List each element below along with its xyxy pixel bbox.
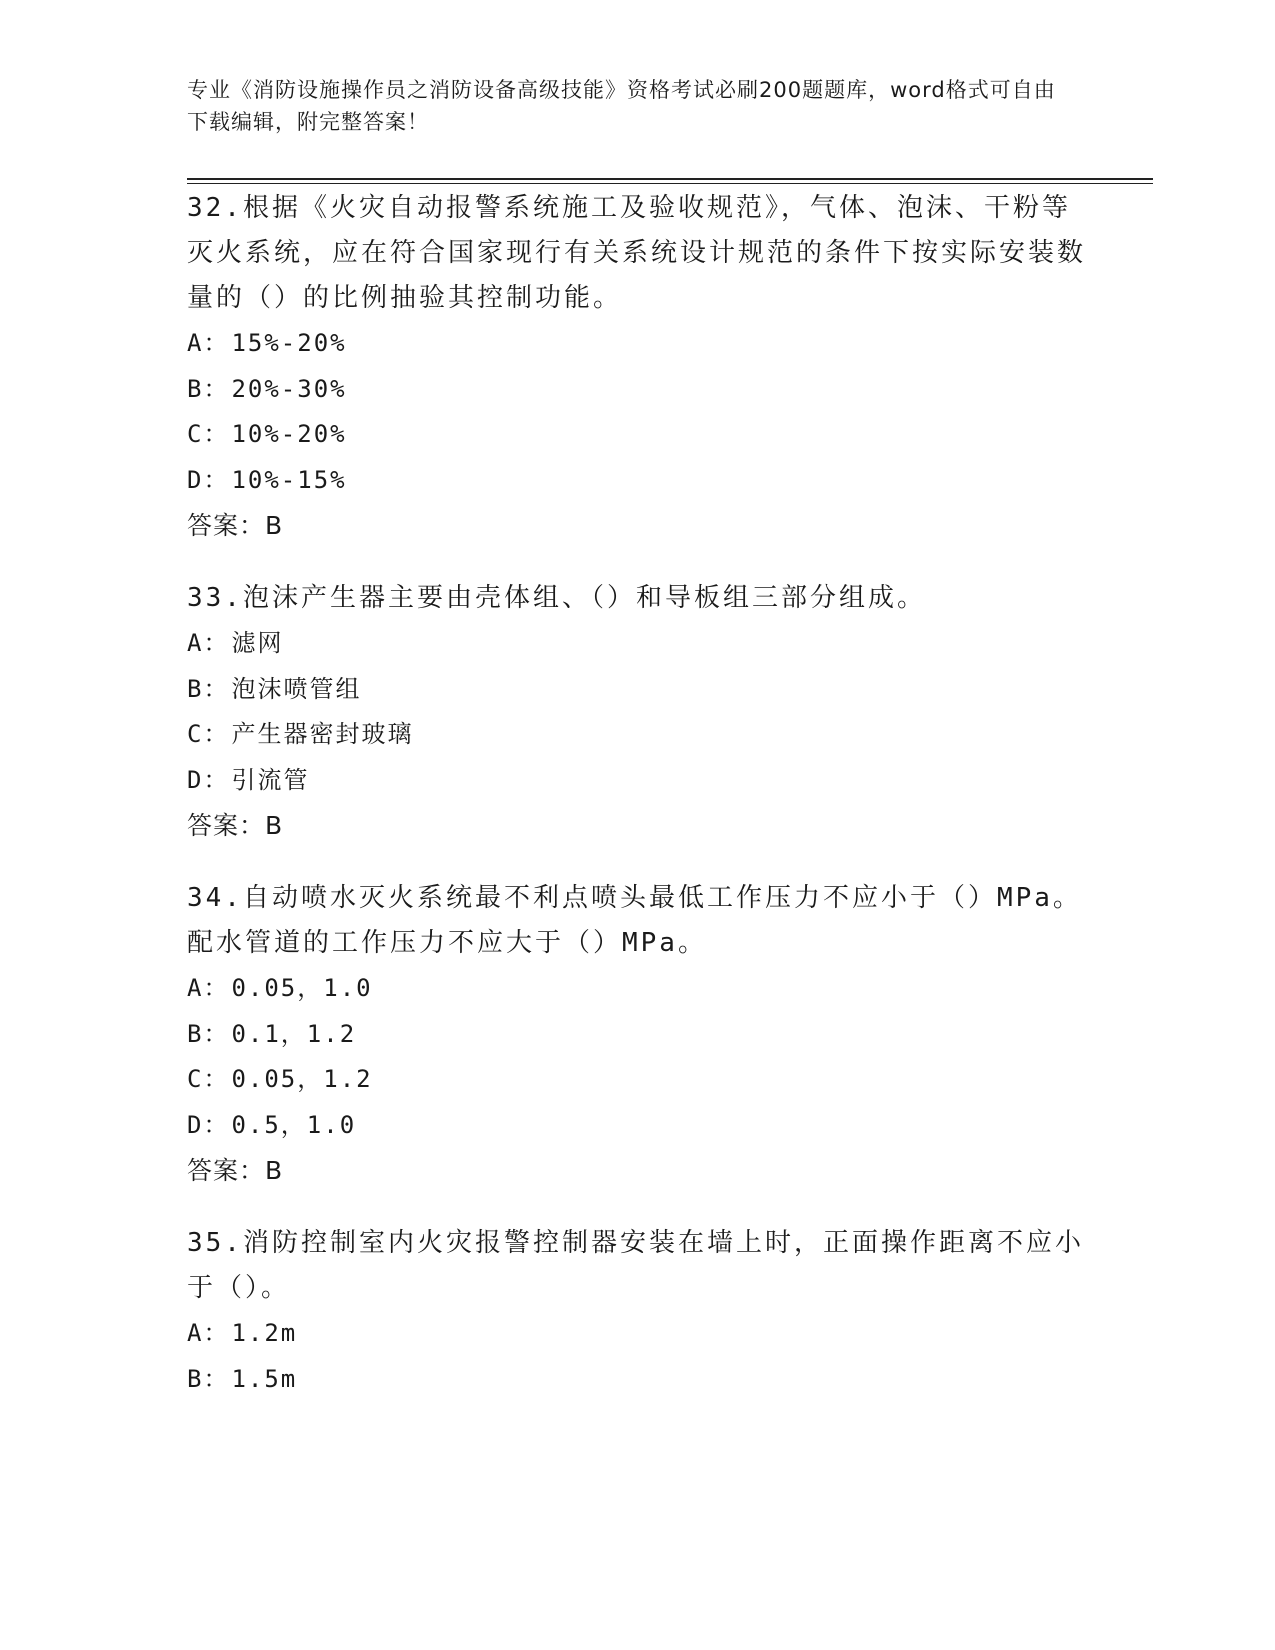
- header-divider-thick: [187, 178, 1153, 180]
- question-stem: 34.自动喷水灭火系统最不利点喷头最低工作压力不应小于（）MPa。配水管道的工作压力不应大于（）MPa。: [187, 883, 1082, 958]
- option-text: 10%-15%: [231, 465, 347, 494]
- header-text: 专业《消防设施操作员之消防设备高级技能》资格考试必刷200题题库，word格式可自由下载编辑，附完整答案！: [187, 78, 1056, 134]
- option-text: 15%-20%: [231, 329, 347, 357]
- option-text: 泡沫喷管组: [231, 674, 362, 703]
- answer-line: 答案：B: [187, 811, 284, 840]
- option-letter: B：: [187, 1019, 230, 1048]
- option-text: 0.05，1.2: [231, 1065, 373, 1093]
- option-text: 0.05，1.0: [231, 974, 373, 1002]
- question-stem: 35.消防控制室内火灾报警控制器安装在墙上时，正面操作距离不应小于（）。: [187, 1228, 1084, 1303]
- answer-line: 答案：B: [187, 1156, 284, 1185]
- option-b: [187, 367, 1087, 413]
- option-a: [187, 966, 1087, 1012]
- option-letter: B：: [187, 374, 230, 403]
- option-letter: C：: [187, 1065, 230, 1093]
- question-list: [187, 186, 1087, 1430]
- option-letter: A：: [187, 329, 230, 357]
- option-a: [187, 321, 1087, 367]
- option-text: 滤网: [231, 629, 284, 657]
- option-text: 0.1，1.2: [231, 1019, 357, 1048]
- option-d: [187, 758, 1087, 804]
- option-letter: B：: [187, 1364, 230, 1393]
- document-header: [187, 74, 1067, 138]
- header-divider-thin: [187, 183, 1153, 184]
- question-32: [187, 186, 1087, 548]
- option-b: [187, 667, 1087, 713]
- option-a: [187, 621, 1087, 667]
- option-letter: C：: [187, 420, 230, 448]
- option-letter: B：: [187, 674, 230, 703]
- option-letter: A：: [187, 1319, 230, 1347]
- answer-line: 答案：B: [187, 511, 284, 540]
- option-c: [187, 712, 1087, 758]
- option-letter: A：: [187, 974, 230, 1002]
- question-stem: 32.根据《火灾自动报警系统施工及验收规范》，气体、泡沫、干粉等灭火系统，应在符合国家现行有关系统设计规范的条件下按实际安装数量的（）的比例抽验其控制功能。: [187, 193, 1087, 313]
- option-d: [187, 1103, 1087, 1149]
- option-text: 产生器密封玻璃: [231, 720, 414, 748]
- option-d: [187, 458, 1087, 504]
- option-letter: D：: [187, 765, 230, 794]
- question-35: [187, 1221, 1087, 1402]
- question-stem: 33.泡沫产生器主要由壳体组、（）和导板组三部分组成。: [187, 583, 926, 613]
- option-text: 引流管: [231, 765, 310, 794]
- option-b: [187, 1357, 1087, 1403]
- option-letter: D：: [187, 1110, 230, 1139]
- question-33: [187, 576, 1087, 848]
- option-letter: C：: [187, 720, 230, 748]
- option-c: [187, 412, 1087, 458]
- option-text: 1.5m: [231, 1364, 298, 1393]
- option-text: 0.5，1.0: [231, 1110, 357, 1139]
- option-text: 1.2m: [231, 1319, 298, 1347]
- option-letter: D：: [187, 465, 230, 494]
- option-text: 10%-20%: [231, 420, 347, 448]
- option-text: 20%-30%: [231, 374, 347, 403]
- option-letter: A：: [187, 629, 230, 657]
- option-c: [187, 1057, 1087, 1103]
- option-a: [187, 1311, 1087, 1357]
- option-b: [187, 1012, 1087, 1058]
- question-34: [187, 876, 1087, 1193]
